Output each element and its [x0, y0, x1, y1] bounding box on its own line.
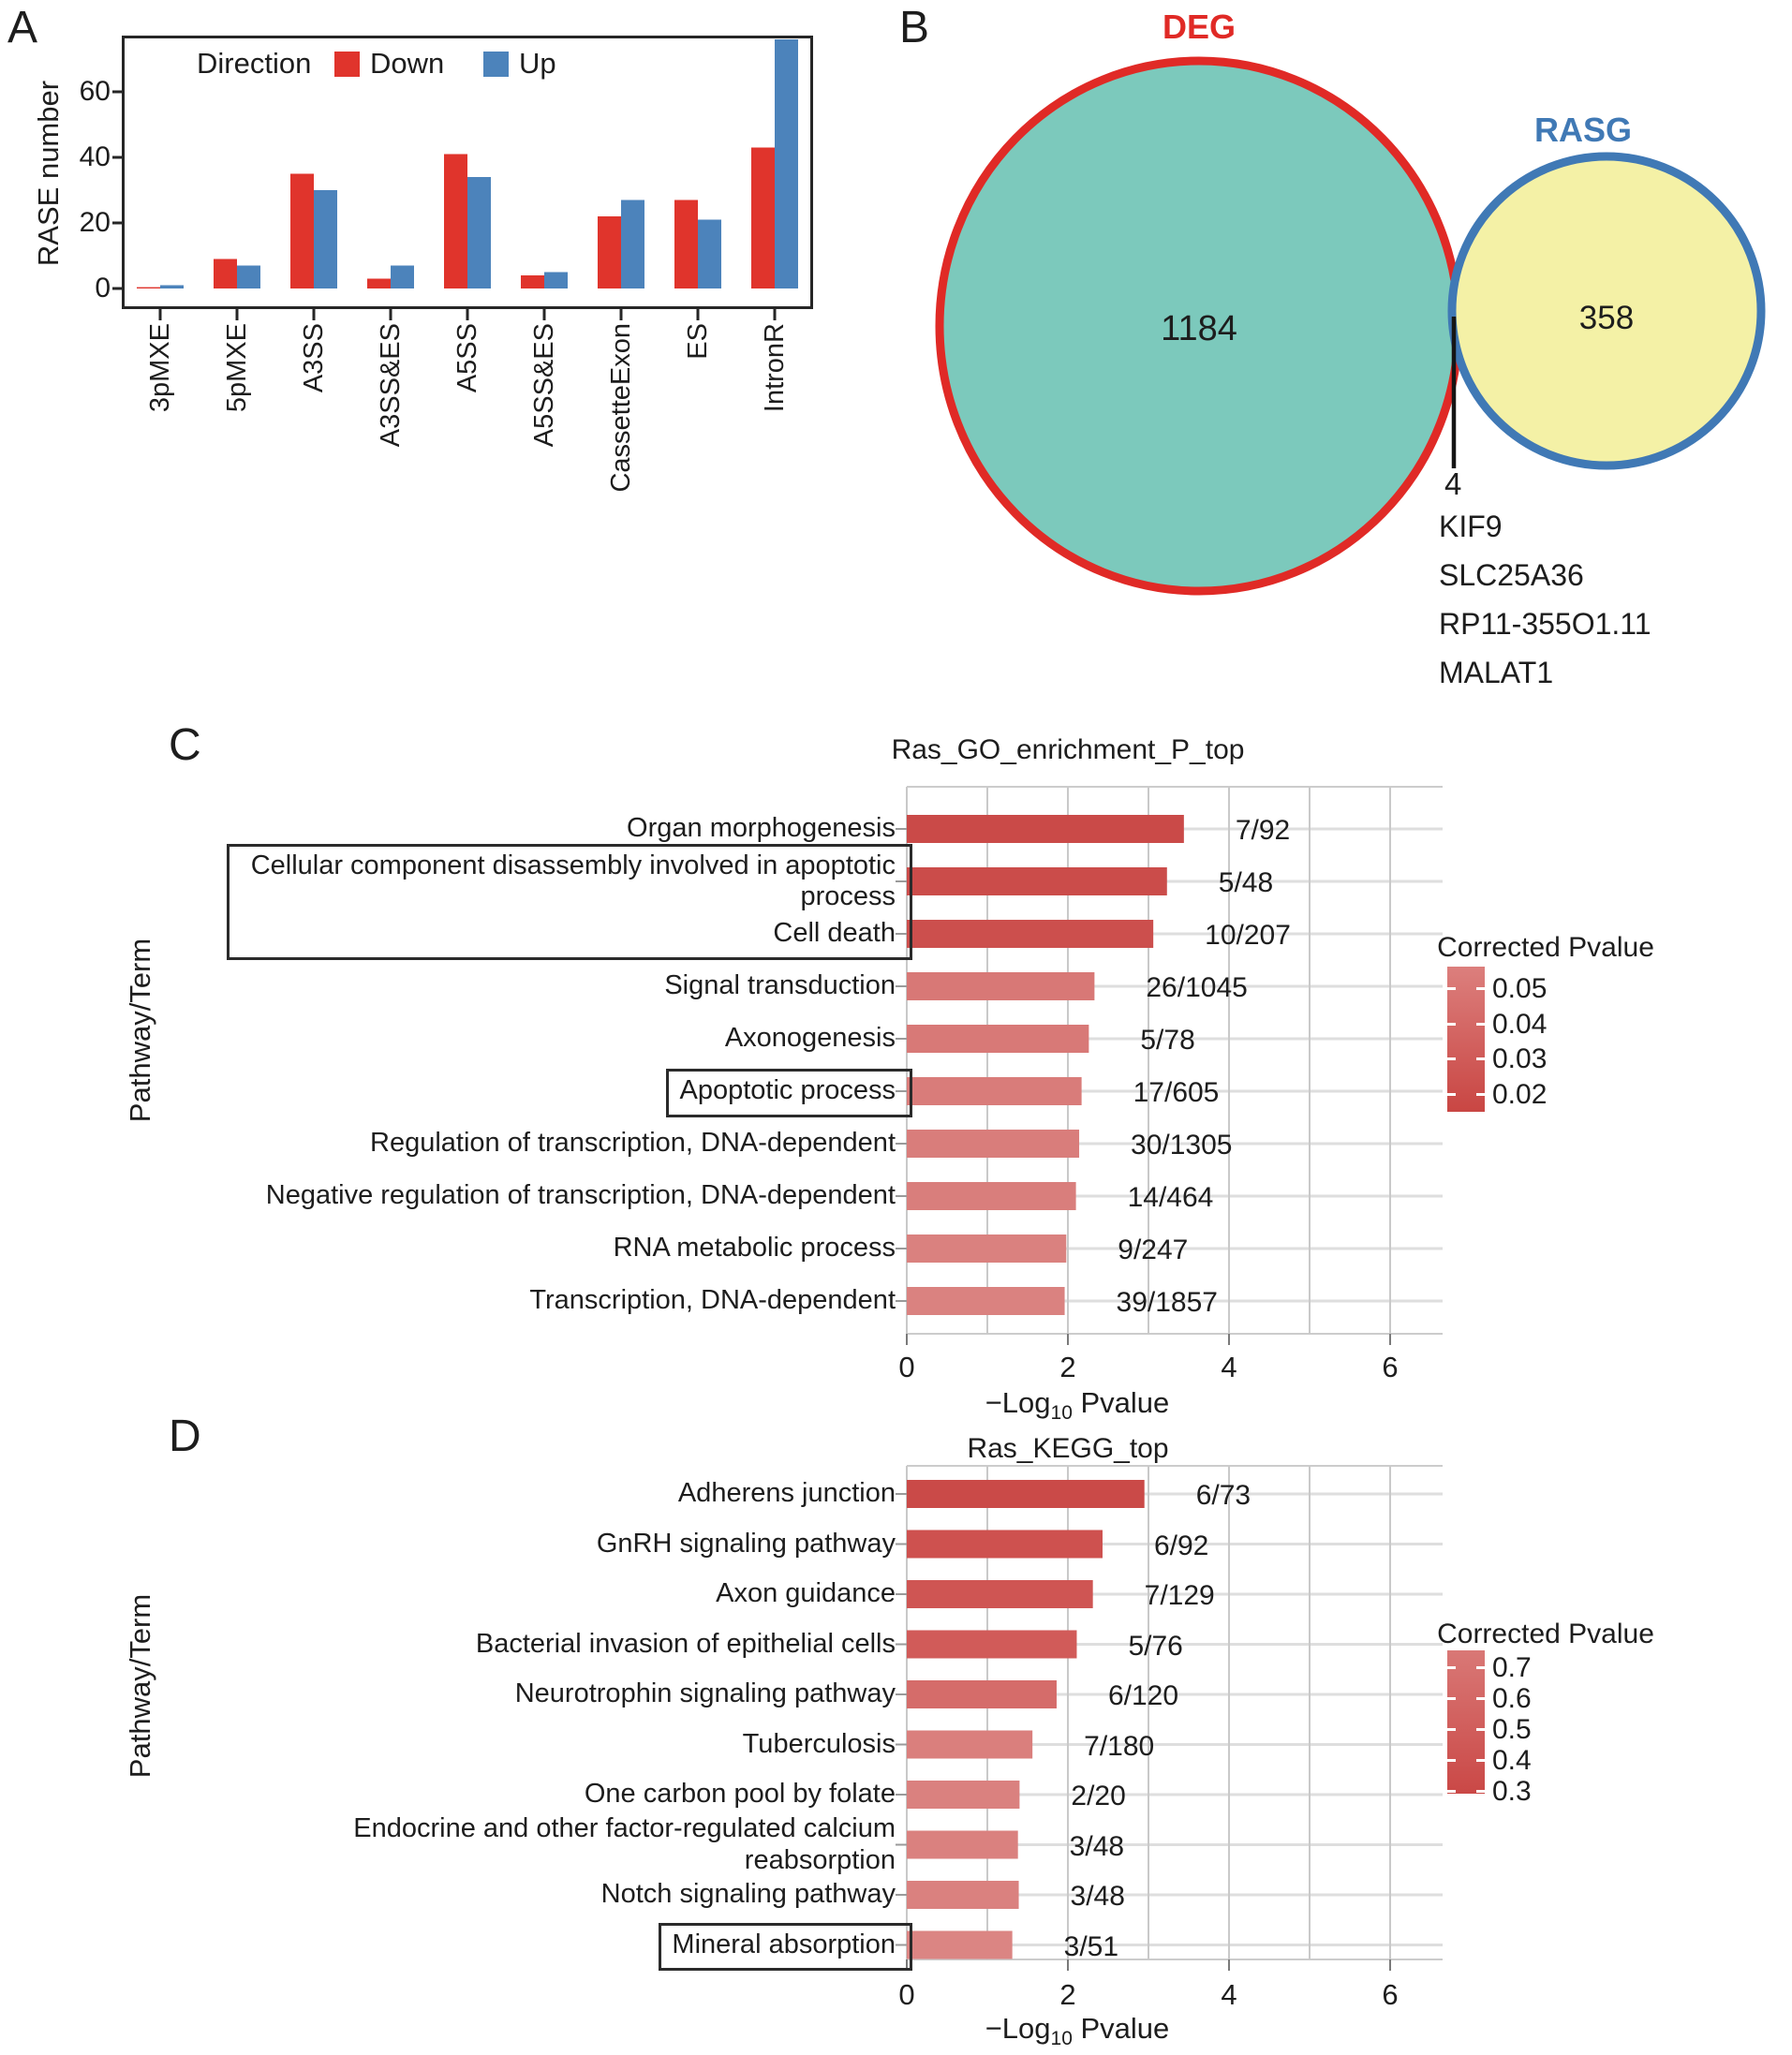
venn-set-label-rasg: RASG: [1533, 111, 1632, 149]
bar-count-label: 9/247: [1118, 1234, 1189, 1265]
rase-bar-chart: [0, 0, 890, 525]
bar-down: [521, 275, 544, 288]
legend-tick-mark: [1447, 987, 1456, 990]
bar: [907, 1680, 1057, 1708]
bar: [907, 1631, 1076, 1659]
x-axis-tick-label: 4: [1221, 1978, 1237, 2011]
bar-down: [444, 155, 467, 289]
bar-up: [621, 200, 644, 289]
bar-count-label: 3/48: [1069, 1830, 1125, 1862]
x-axis-category-label: IntronR: [760, 323, 790, 413]
x-axis-category-label: ES: [683, 323, 713, 360]
term-label: One carbon pool by folate: [584, 1779, 896, 1810]
legend-tick-mark: [1476, 1666, 1485, 1669]
venn-count-overlap: 4: [1444, 466, 1462, 501]
legend-tick-mark: [1447, 1790, 1456, 1793]
bar-down: [367, 279, 391, 289]
legend-tick-mark: [1476, 1728, 1485, 1731]
legend-title: Corrected Pvalue: [1437, 1619, 1654, 1649]
legend-tick-mark: [1447, 1697, 1456, 1700]
legend-tick-mark: [1476, 1057, 1485, 1060]
legend-title: Corrected Pvalue: [1437, 932, 1654, 963]
term-label: Apoptotic process: [679, 1075, 896, 1106]
bar: [907, 1881, 1019, 1909]
bar: [907, 1530, 1103, 1559]
venn-diagram: [890, 0, 1792, 731]
bar-count-label: 6/120: [1107, 1680, 1179, 1711]
legend-tick-label: 0.6: [1492, 1683, 1532, 1714]
bar-up: [467, 177, 491, 288]
x-axis-category-label: A3SS&ES: [376, 323, 406, 448]
bar: [907, 1025, 1089, 1053]
panel-c-letter: C: [169, 720, 201, 770]
x-axis-category-label: A5SS&ES: [529, 323, 559, 448]
legend-label-up: Up: [519, 47, 556, 80]
x-axis-category-label: A5SS: [452, 323, 482, 393]
y-axis-title: Pathway/Term: [124, 938, 156, 1123]
term-label: RNA metabolic process: [613, 1233, 896, 1264]
bar-down: [751, 148, 775, 289]
term-label: Axonogenesis: [724, 1023, 896, 1054]
term-label: Regulation of transcription, DNA-dependent: [370, 1128, 896, 1159]
legend-title: Direction: [197, 47, 312, 80]
bar-count-label: 7/129: [1144, 1580, 1215, 1611]
bar: [907, 1831, 1018, 1859]
bar: [907, 1234, 1066, 1263]
bar-count-label: 5/76: [1128, 1630, 1183, 1662]
legend-swatch-up: [483, 52, 509, 77]
bar-up: [391, 266, 414, 289]
bar: [907, 920, 1153, 948]
legend-tick-mark: [1447, 1093, 1456, 1096]
x-axis-title: −Log$_{10}$ Pvalue: [985, 1386, 1170, 1425]
panel-d-letter: D: [169, 1412, 201, 1461]
bar-count-label: 17/605: [1133, 1077, 1220, 1108]
y-axis-tick-label: 0: [95, 273, 111, 303]
legend-tick-mark: [1447, 1728, 1456, 1731]
bar-count-label: 5/78: [1140, 1025, 1195, 1056]
bar: [907, 815, 1184, 843]
bar-count-label: 2/20: [1071, 1781, 1126, 1811]
term-label: Negative regulation of transcription, DNA-dependent: [265, 1180, 896, 1211]
y-axis-tick-label: 60: [79, 76, 111, 107]
legend-tick-mark: [1476, 987, 1485, 990]
bar: [907, 972, 1094, 1000]
legend-tick-mark: [1447, 1666, 1456, 1669]
term-label: Organ morphogenesis: [627, 813, 896, 844]
bar-down: [674, 200, 698, 289]
x-axis-tick-label: 4: [1221, 1351, 1237, 1383]
x-axis-tick-label: 6: [1382, 1978, 1399, 2011]
overlap-gene: KIF9: [1439, 510, 1503, 543]
term-label: Tuberculosis: [742, 1728, 896, 1759]
bar-count-label: 7/180: [1084, 1730, 1155, 1762]
bar: [907, 1580, 1093, 1608]
term-label: Notch signaling pathway: [600, 1879, 896, 1910]
go-enrichment-chart: [112, 721, 1792, 1433]
x-axis-category-label: A3SS: [299, 323, 329, 393]
legend-tick-label: 0.04: [1492, 1008, 1548, 1040]
legend-tick-mark: [1447, 1023, 1456, 1026]
legend-tick-label: 0.3: [1492, 1776, 1532, 1807]
x-axis-tick-label: 6: [1382, 1351, 1399, 1383]
bar-count-label: 39/1857: [1116, 1287, 1218, 1318]
term-label: Endocrine and other factor-regulated calcium reabsorption: [353, 1813, 896, 1875]
y-axis-title: RASE number: [32, 80, 65, 267]
x-axis-category-label: 5pMXE: [222, 323, 252, 413]
bar-up: [160, 286, 184, 289]
chart-title: Ras_KEGG_top: [967, 1433, 1169, 1464]
bar: [907, 1287, 1065, 1315]
bar-up: [237, 266, 260, 289]
bar-count-label: 3/48: [1070, 1881, 1125, 1912]
y-axis-tick-label: 40: [79, 141, 111, 172]
legend-tick-mark: [1476, 1093, 1485, 1096]
bar-count-label: 3/51: [1063, 1930, 1119, 1962]
x-axis-tick-label: 0: [898, 1351, 915, 1383]
legend-tick-label: 0.03: [1492, 1043, 1548, 1074]
bar: [907, 1931, 1013, 1959]
bar-count-label: 30/1305: [1131, 1130, 1233, 1161]
bar-count-label: 6/73: [1195, 1480, 1251, 1511]
bar-count-label: 5/48: [1218, 867, 1274, 898]
bar-up: [314, 190, 337, 288]
venn-set-label-deg: DEG: [1162, 7, 1236, 46]
bar: [907, 1480, 1145, 1508]
x-axis-title: −Log$_{10}$ Pvalue: [985, 2012, 1170, 2050]
legend-tick-label: 0.5: [1492, 1714, 1532, 1745]
legend-swatch-down: [334, 52, 360, 77]
legend-tick-mark: [1476, 1023, 1485, 1026]
highlight-box: [666, 1069, 912, 1116]
bar-up: [544, 273, 568, 289]
overlap-gene: RP11-355O1.11: [1439, 607, 1651, 641]
term-label: Signal transduction: [664, 970, 896, 1001]
bar: [907, 1130, 1079, 1158]
term-label: Adherens junction: [677, 1478, 896, 1509]
term-label: Axon guidance: [716, 1578, 896, 1609]
legend-tick-label: 0.05: [1492, 973, 1548, 1004]
x-axis-tick-label: 2: [1059, 1351, 1076, 1383]
legend-tick-label: 0.02: [1492, 1078, 1548, 1110]
term-label: Mineral absorption: [672, 1929, 896, 1959]
panel-b: [890, 0, 1792, 731]
bar: [907, 1077, 1082, 1105]
bar: [907, 1731, 1032, 1759]
legend-tick-mark: [1476, 1697, 1485, 1700]
y-axis-title: Pathway/Term: [124, 1593, 156, 1779]
legend-label-down: Down: [370, 47, 445, 80]
legend-tick-label: 0.7: [1492, 1652, 1532, 1683]
bar-down: [214, 259, 237, 289]
bar-up: [698, 220, 721, 289]
kegg-enrichment-chart: [112, 1405, 1792, 2055]
legend-tick-mark: [1447, 1057, 1456, 1060]
bar-count-label: 26/1045: [1146, 972, 1248, 1003]
bar: [907, 1182, 1076, 1210]
panel-c: [112, 721, 1792, 1433]
panel-b-letter: B: [899, 3, 930, 52]
venn-count-deg: 1184: [1161, 309, 1237, 348]
term-label: Bacterial invasion of epithelial cells: [475, 1628, 896, 1659]
chart-title: Ras_GO_enrichment_P_top: [891, 734, 1245, 765]
panel-a-letter: A: [7, 3, 38, 52]
bar-count-label: 14/464: [1127, 1182, 1214, 1213]
term-label: Cellular component disassembly involved in apoptotic process: [250, 850, 896, 911]
term-label: GnRH signaling pathway: [596, 1528, 896, 1559]
bar-count-label: 10/207: [1205, 920, 1291, 951]
overlap-gene: SLC25A36: [1439, 558, 1584, 592]
panel-a: [0, 0, 890, 525]
bar-up: [775, 39, 798, 288]
term-label: Transcription, DNA-dependent: [529, 1285, 896, 1316]
legend-tick-mark: [1476, 1759, 1485, 1762]
legend-gradient-bar: [1447, 1650, 1485, 1794]
highlight-box: [227, 844, 912, 960]
bar-down: [598, 216, 621, 288]
x-axis-tick-label: 2: [1059, 1978, 1076, 2011]
legend-tick-mark: [1476, 1790, 1485, 1793]
highlight-box: [659, 1923, 912, 1971]
legend-tick-mark: [1447, 1759, 1456, 1762]
overlap-gene: MALAT1: [1439, 656, 1554, 689]
bar: [907, 1781, 1019, 1809]
venn-count-rasg: 358: [1578, 300, 1635, 336]
legend-tick-label: 0.4: [1492, 1745, 1532, 1776]
bar-count-label: 6/92: [1153, 1530, 1209, 1561]
term-label: Neurotrophin signaling pathway: [514, 1678, 896, 1709]
y-axis-tick-label: 20: [79, 207, 111, 238]
x-axis-category-label: CassetteExon: [606, 323, 636, 493]
x-axis-tick-label: 0: [898, 1978, 915, 2011]
x-axis-category-label: 3pMXE: [145, 323, 175, 413]
bar: [907, 867, 1167, 895]
panel-d: [112, 1405, 1792, 2055]
bar-count-label: 7/92: [1235, 815, 1291, 846]
term-label: Cell death: [773, 918, 896, 949]
bar-down: [290, 174, 314, 289]
